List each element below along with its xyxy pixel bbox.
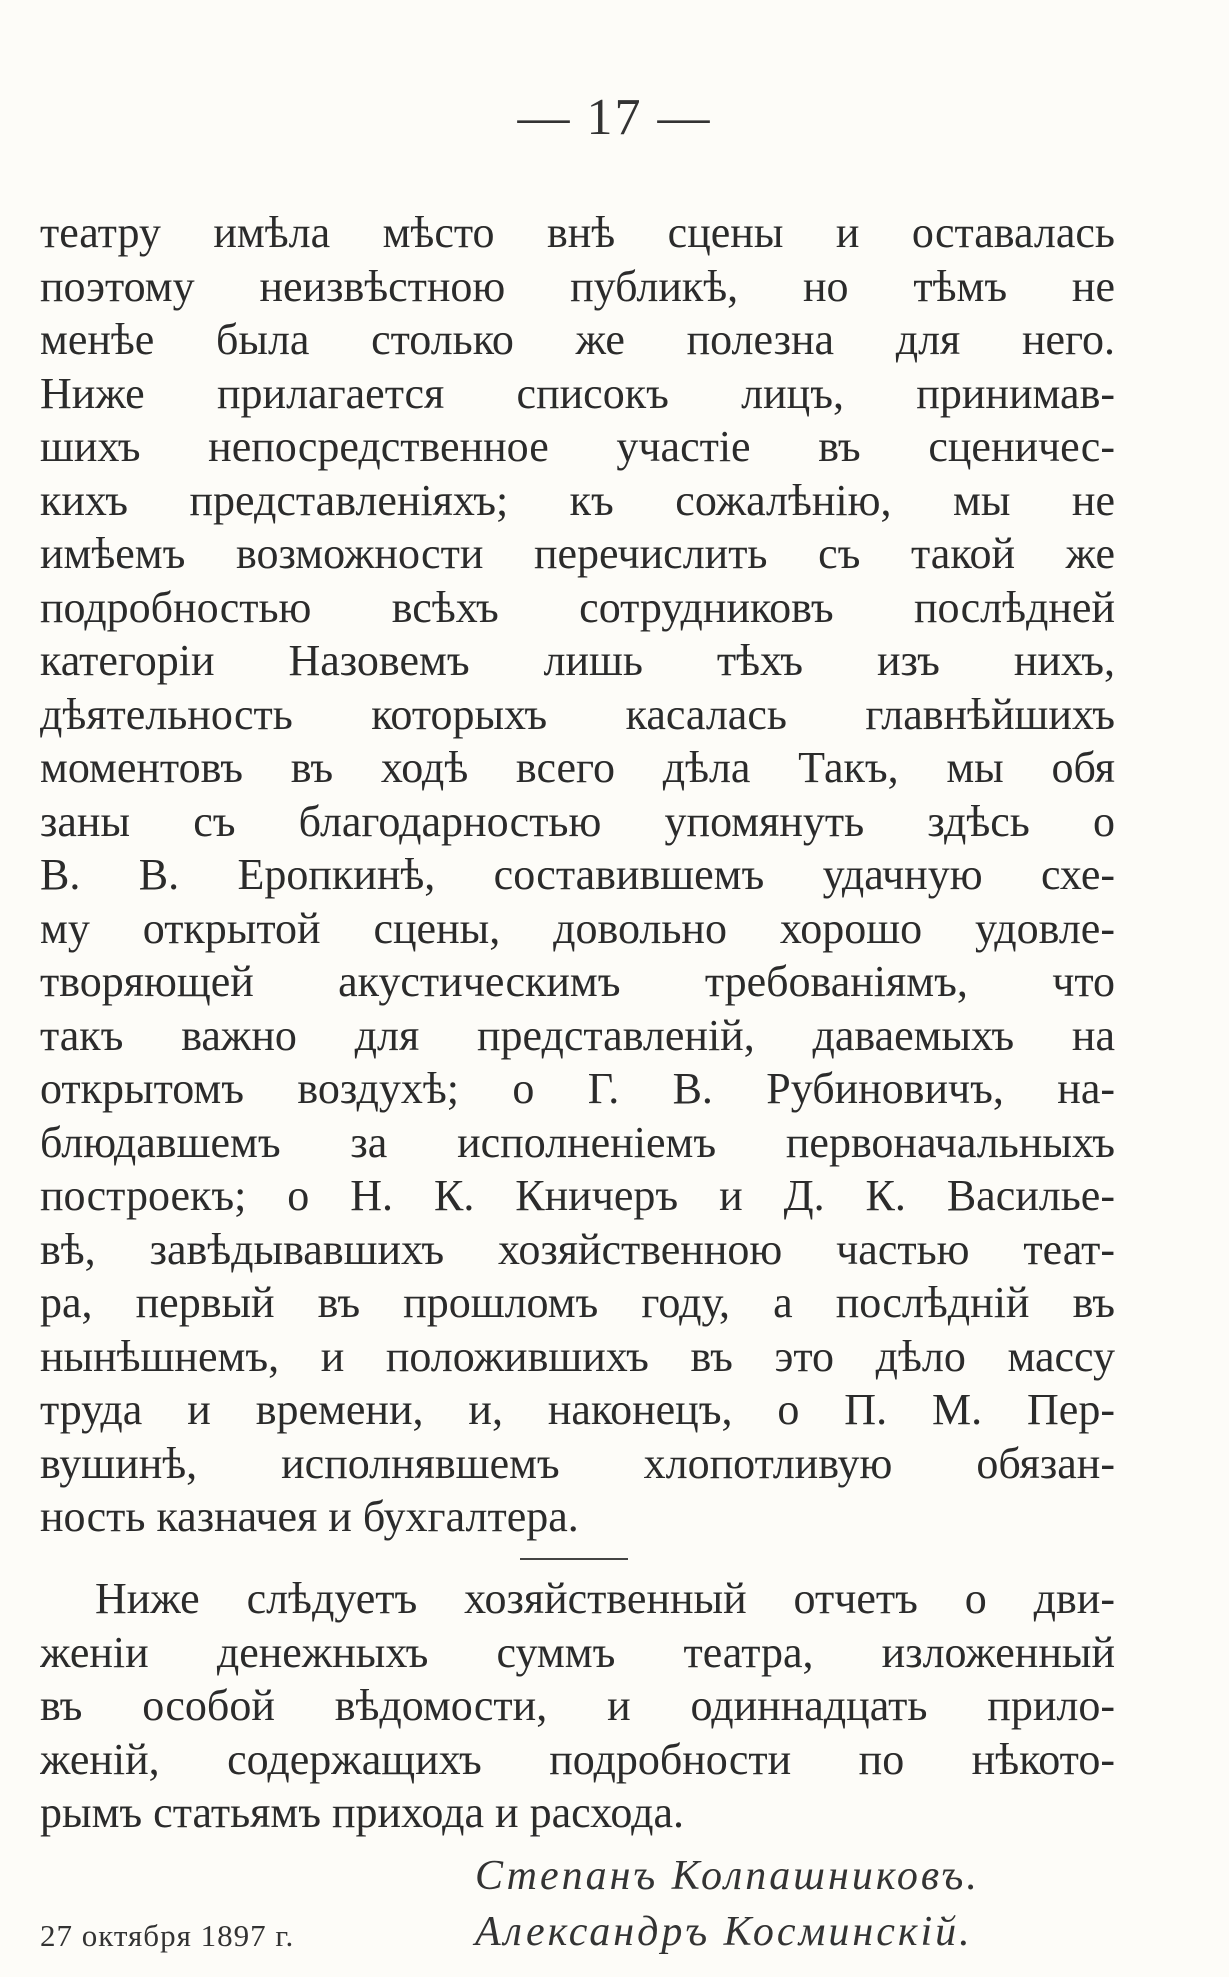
- signature-name: Александръ Косминскій.: [475, 1909, 973, 1955]
- text-line: труда и времени, и, наконецъ, о П. М. Пер-: [40, 1385, 1115, 1434]
- paragraph-report: [40, 1572, 1115, 1840]
- text-line: ра, первый въ прошломъ году, а послѣдній въ: [40, 1278, 1115, 1327]
- text-line: кихъ представленіяхъ; къ сожалѣнію, мы не: [40, 475, 1115, 525]
- text-line: дѣятельность которыхъ касалась главнѣйшихъ: [40, 689, 1115, 739]
- text-line: рымъ статьямъ прихода и расхода.: [40, 1788, 685, 1837]
- text-line: въ особой вѣдомости, и одиннадцать прило-: [40, 1681, 1115, 1730]
- page-number: — 17 —: [517, 89, 712, 146]
- text-line: подробностью всѣхъ сотрудниковъ послѣдней: [40, 582, 1115, 632]
- text-line: Ниже прилагается списокъ лицъ, принимав-: [40, 368, 1115, 418]
- text-line: категоріи Назовемъ лишь тѣхъ изъ нихъ,: [40, 636, 1115, 685]
- text-line: творяющей акустическимъ требованіямъ, что: [40, 957, 1115, 1006]
- document-date: 27 октября 1897 г.: [40, 1918, 295, 1953]
- text-line: имѣемъ возможности перечислить съ такой же: [40, 529, 1115, 578]
- text-line: шихъ непосредственное участіе въ сценичес-: [40, 422, 1115, 471]
- text-line: поэтому неизвѣстною публикѣ, но тѣмъ не: [40, 261, 1115, 311]
- text-line: театру имѣла мѣсто внѣ сцены и оставалась: [40, 208, 1115, 257]
- text-line: такъ важно для представленій, даваемыхъ на: [40, 1010, 1115, 1060]
- text-line: ность казначея и бухгалтера.: [40, 1492, 579, 1541]
- text-line: вушинѣ, исполнявшемъ хлопотливую обязан-: [40, 1438, 1115, 1488]
- section-separator: [520, 1558, 628, 1560]
- text-line: моментовъ въ ходѣ всего дѣла Такъ, мы обя: [40, 743, 1115, 792]
- text-line: му открытой сцены, довольно хорошо удовле-: [40, 903, 1115, 953]
- text-line: блюдавшемъ за исполненіемъ первоначальныхъ: [40, 1117, 1115, 1167]
- text-line: вѣ, завѣдывавшихъ хозяйственною частью теат-: [40, 1224, 1115, 1274]
- text-line: В. В. Еропкинѣ, составившемъ удачную схе-: [40, 850, 1115, 899]
- text-line: Ниже слѣдуетъ хозяйственный отчетъ о дви-: [95, 1574, 1115, 1623]
- signature-block: [40, 1850, 1120, 1960]
- text-line: построекъ; о Н. К. Кничеръ и Д. К. Василье-: [40, 1171, 1115, 1220]
- text-line: женій, содержащихъ подробности по нѣкото-: [40, 1734, 1115, 1784]
- text-line: менѣе была столько же полезна для него.: [40, 315, 1115, 364]
- text-line: женіи денежныхъ суммъ театра, изложенный: [40, 1627, 1115, 1677]
- text-line: открытомъ воздухѣ; о Г. В. Рубиновичъ, на-: [40, 1064, 1115, 1113]
- paragraph-main: [40, 206, 1115, 1544]
- signature-name: Степанъ Колпашниковъ.: [475, 1853, 980, 1899]
- text-line: заны съ благодарностью упомянуть здѣсь о: [40, 796, 1115, 846]
- text-line: нынѣшнемъ, и положившихъ въ это дѣло массу: [40, 1331, 1115, 1381]
